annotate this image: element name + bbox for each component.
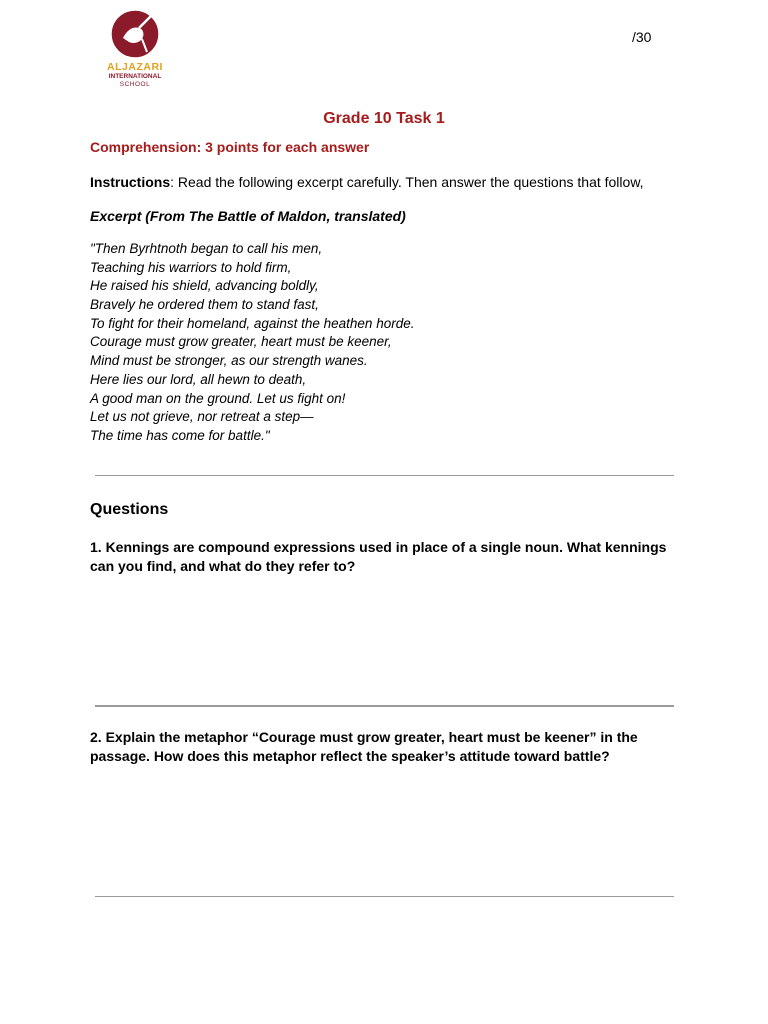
- crane-bird-emblem-icon: [109, 8, 161, 60]
- question-1: 1. Kennings are compound expressions used in place of a single noun. What kennings can you find, and what do they refer to?: [90, 539, 667, 574]
- poem-line: Let us not grieve, nor retreat a step—: [90, 409, 314, 425]
- answer-line-2[interactable]: [95, 896, 674, 897]
- logo-line2: INTERNATIONAL: [108, 73, 162, 80]
- poem-line: A good man on the ground. Let us fight on!: [90, 390, 346, 406]
- comprehension-subtitle: Comprehension: 3 points for each answer: [90, 139, 370, 155]
- score-total: /30: [632, 29, 652, 45]
- poem-line: Teaching his warriors to hold firm,: [90, 259, 292, 275]
- logo-line1: ALJAZARI: [107, 61, 163, 73]
- instructions-label: Instructions: [90, 174, 171, 190]
- poem-line: Mind must be stronger, as our strength wanes.: [90, 353, 368, 369]
- answer-line-1[interactable]: [95, 705, 674, 707]
- question-2: 2. Explain the metaphor “Courage must grow greater, heart must be keener” in the passage. How does this metaphor reflect the speaker’s attitude toward battle?: [90, 729, 638, 764]
- poem-line: Bravely he ordered them to stand fast,: [90, 297, 319, 313]
- divider: [95, 475, 674, 476]
- poem-line: Here lies our lord, all hewn to death,: [90, 371, 307, 387]
- questions-heading: Questions: [90, 501, 169, 518]
- poem-line: The time has come for battle.": [90, 427, 270, 443]
- poem-line: To fight for their homeland, against the heathen horde.: [90, 315, 415, 331]
- excerpt-title: Excerpt (From The Battle of Maldon, translated): [90, 208, 406, 224]
- instructions-text: : Read the following excerpt carefully. Then answer the questions that follow,: [170, 174, 644, 190]
- poem-line: Courage must grow greater, heart must be keener,: [90, 334, 392, 350]
- poem-line: "Then Byrhtnoth began to call his men,: [90, 241, 323, 256]
- school-logo: [96, 8, 174, 98]
- logo-line3: SCHOOL: [119, 81, 151, 88]
- poem-line: He raised his shield, advancing boldly,: [90, 278, 319, 294]
- excerpt-poem: [90, 240, 414, 446]
- instructions: [90, 174, 644, 190]
- page-title: Grade 10 Task 1: [323, 110, 445, 127]
